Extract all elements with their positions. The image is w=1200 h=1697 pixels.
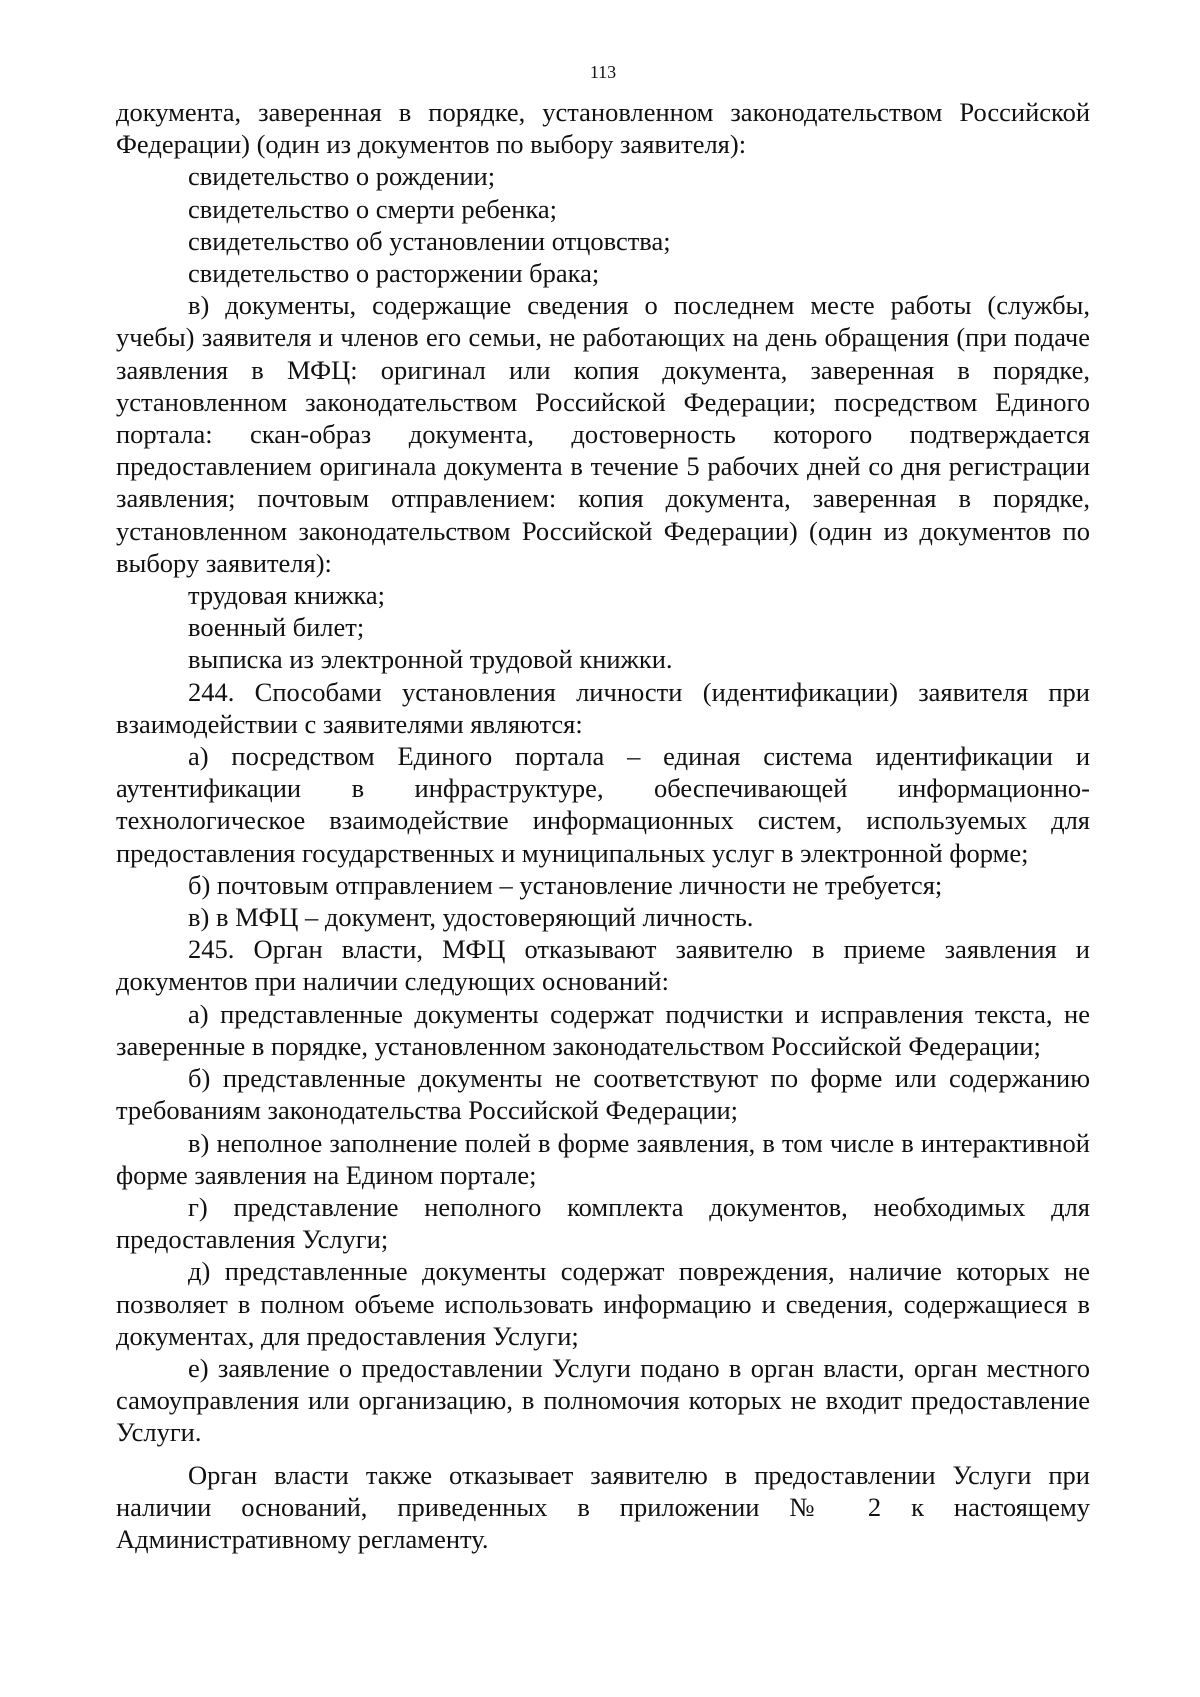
paragraph: г) представление неполного комплекта документов, необходимых для предоставления Услуги; (116, 1191, 1090, 1255)
paragraph: а) представленные документы содержат подчистки и исправления текста, не заверенные в порядке, установленном законодательством Российской Федерации; (116, 998, 1090, 1061)
list-item: трудовая книжка; (188, 580, 386, 611)
paragraph: в) неполное заполнение полей в форме заявления, в том числе в интерактивной форме заявления на Едином портале; (116, 1127, 1090, 1190)
paragraph: е) заявление о предоставлении Услуги подано в орган власти, орган местного самоуправления или организацию, в полномочия которых не входит предоставление Услуги. (116, 1352, 1090, 1448)
paragraph: в) в МФЦ – документ, удостоверяющий личность. (188, 902, 754, 933)
paragraph: б) почтовым отправлением – установление личности не требуется; (188, 869, 943, 900)
paragraph: в) документы, содержащие сведения о последнем месте работы (службы, учебы) заявителя и членов его семьи, не работающих на день обращения (при подаче заявления в МФЦ: оригинал или копия документа, заверенная в порядке, установленном законодательством Российской Федерации; посредством Единого портала: скан-образ документа, достоверность которого подтверждается предоставлением оригинала документа в течение 5 рабочих дней со дня регистрации заявления; почтовым отправлением: копия документа, заверенная в порядке, установленном законодательством Российской Федерации) (один из документов по выбору заявителя): (116, 290, 1090, 578)
paragraph: б) представленные документы не соответствуют по форме или содержанию требованиям законодательства Российской Федерации; (116, 1063, 1090, 1126)
list-item: свидетельство о смерти ребенка; (188, 193, 558, 224)
page-number: 113 (589, 62, 617, 82)
section-paragraph-245: 245. Орган власти, МФЦ отказывают заявителю в приеме заявления и документов при наличии следующих оснований: (116, 934, 1090, 997)
section-paragraph-244: 244. Способами установления личности (идентификации) заявителя при взаимодействии с заявителями являются: (116, 676, 1090, 739)
paragraph: д) представленные документы содержат повреждения, наличие которых не позволяет в полном объеме использовать информацию и сведения, содержащиеся в документах, для предоставления Услуги; (116, 1256, 1090, 1351)
paragraph: документа, заверенная в порядке, установленном законодательством Российской Федерации) (один из документов по выбору заявителя): (116, 97, 1090, 160)
closing-paragraph: Орган власти также отказывает заявителю в предоставлении Услуги при наличии оснований, приведенных в приложении № 2 к настоящему Административному регламенту. (116, 1459, 1090, 1554)
list-item: свидетельство об установлении отцовства; (188, 225, 671, 256)
paragraph-gap (116, 1449, 1090, 1459)
list-item: выписка из электронной трудовой книжки. (188, 644, 673, 675)
list-item: свидетельство о расторжении брака; (188, 258, 600, 289)
list-item: военный билет; (188, 612, 365, 643)
list-item: свидетельство о рождении; (188, 161, 496, 192)
document-page (116, 62, 1090, 1555)
paragraph: а) посредством Единого портала – единая система идентификации и аутентификации в инфраструктуре, обеспечивающей информационно-технологическое взаимодействие информационных систем, используемых для предоставления государственных и муниципальных услуг в электронной форме; (116, 741, 1090, 868)
